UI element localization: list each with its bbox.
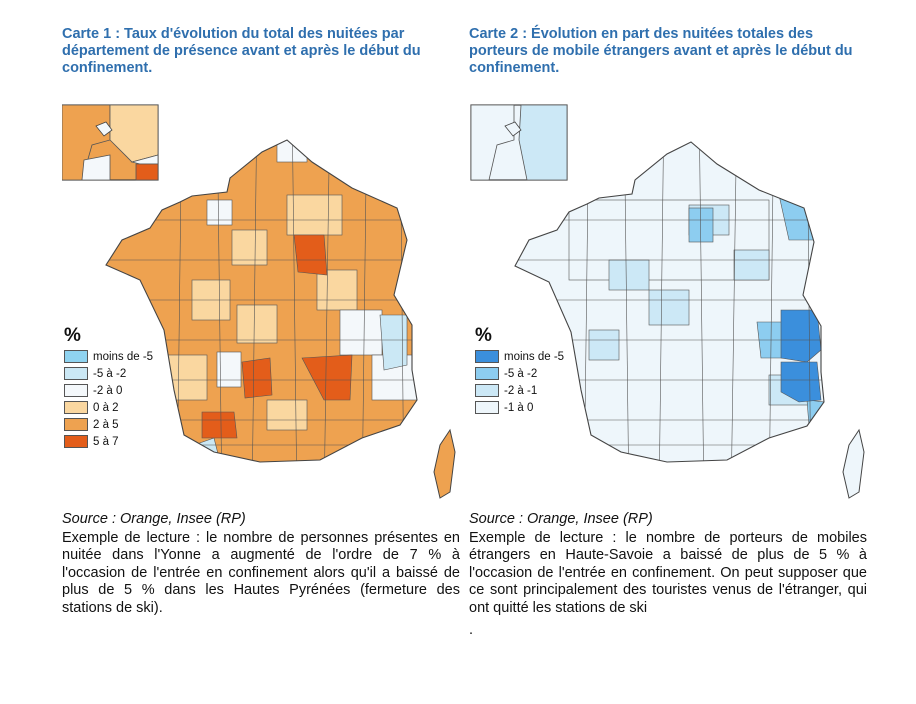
reading-example: Exemple de lecture : le nombre de personnes présentes en nuitée dans l'Yonne a augmenté de l'ordre de 7 % à l'occasion de l'entrée en confinement alors qu'il a baissé de plus de 5 % dans les Hautes Pyrénées (fermeture des stations de ski). [62,530,460,616]
source-note: Source : Orange, Insee (RP) [469,511,653,527]
legend-item: -1 à 0 [475,399,564,416]
map-title: Carte 1 : Taux d'évolution du total des nuitées par département de présence avant et après le début du confinement. [62,26,421,76]
legend-swatch [64,418,88,431]
legend-swatch [64,350,88,363]
map-legend [64,325,153,450]
legend-swatch [475,367,499,380]
reading-example: Exemple de lecture : le nombre de porteurs de mobiles étrangers en Haute-Savoie a baissé de plus de 5 % à l'occasion de l'entrée en confinement. On peut supposer que ce sont principalement des touristes venus de l'étranger, qui ont quitté les stations de ski [469,530,867,616]
legend-swatch [475,384,499,397]
legend-item: -5 à -2 [475,365,564,382]
legend-item: 5 à 7 [64,433,153,450]
paris-inset [471,105,567,180]
legend-item: -5 à -2 [64,365,153,382]
corsica [434,430,455,498]
corsica [843,430,864,498]
paris-inset [62,105,158,180]
legend-item: moins de -5 [475,348,564,365]
trailing-dot: . [469,622,474,638]
legend-swatch [64,367,88,380]
legend-item: -2 à 0 [64,382,153,399]
legend-swatch [475,401,499,414]
france-map-2 [469,100,879,505]
map-title: Carte 2 : Évolution en part des nuitées totales des porteurs de mobile étrangers avant et après le début du confinement. [469,26,853,76]
legend-unit: % [475,325,492,346]
legend-item: moins de -5 [64,348,153,365]
source-note: Source : Orange, Insee (RP) [62,511,246,527]
legend-swatch [475,350,499,363]
legend-unit: % [64,325,81,346]
legend-swatch [64,401,88,414]
map-legend [475,325,564,416]
legend-item: 0 à 2 [64,399,153,416]
legend-swatch [64,435,88,448]
legend-swatch [64,384,88,397]
legend-item: 2 à 5 [64,416,153,433]
legend-item: -2 à -1 [475,382,564,399]
